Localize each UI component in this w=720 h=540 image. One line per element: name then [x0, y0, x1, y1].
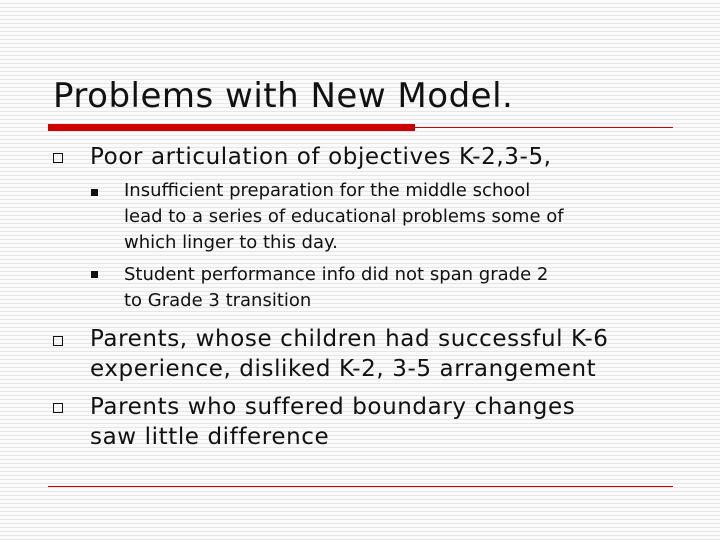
bullet-text-line: experience, disliked K-2, 3-5 arrangement: [90, 356, 597, 382]
bullet-text-line: saw little difference: [90, 424, 330, 450]
bullet-text: Poor articulation of objectives K-2,3-5,: [90, 144, 552, 170]
sub-bullet-text-line: which linger to this day.: [124, 232, 338, 253]
hollow-square-bullet-icon: [53, 403, 63, 413]
bullet-text-line: Parents who suffered boundary changes: [90, 394, 576, 420]
sub-bullet-text-line: to Grade 3 transition: [124, 290, 312, 311]
sub-bullet-text-line: lead to a series of educational problems some of: [124, 206, 564, 227]
hollow-square-bullet-icon: [53, 336, 63, 346]
solid-square-bullet-icon: [91, 189, 98, 196]
sub-bullet-text-line: Insufficient preparation for the middle school: [124, 180, 531, 201]
sub-bullet-text-line: Student performance info did not span grade 2: [124, 264, 549, 285]
solid-square-bullet-icon: [91, 271, 98, 278]
title-underline-thick: [48, 124, 415, 131]
slide-title: Problems with New Model.: [53, 76, 514, 116]
hollow-square-bullet-icon: [53, 153, 63, 163]
title-underline-thin: [415, 127, 673, 128]
footer-divider: [48, 486, 673, 487]
bullet-text-line: Parents, whose children had successful K-6: [90, 326, 609, 352]
